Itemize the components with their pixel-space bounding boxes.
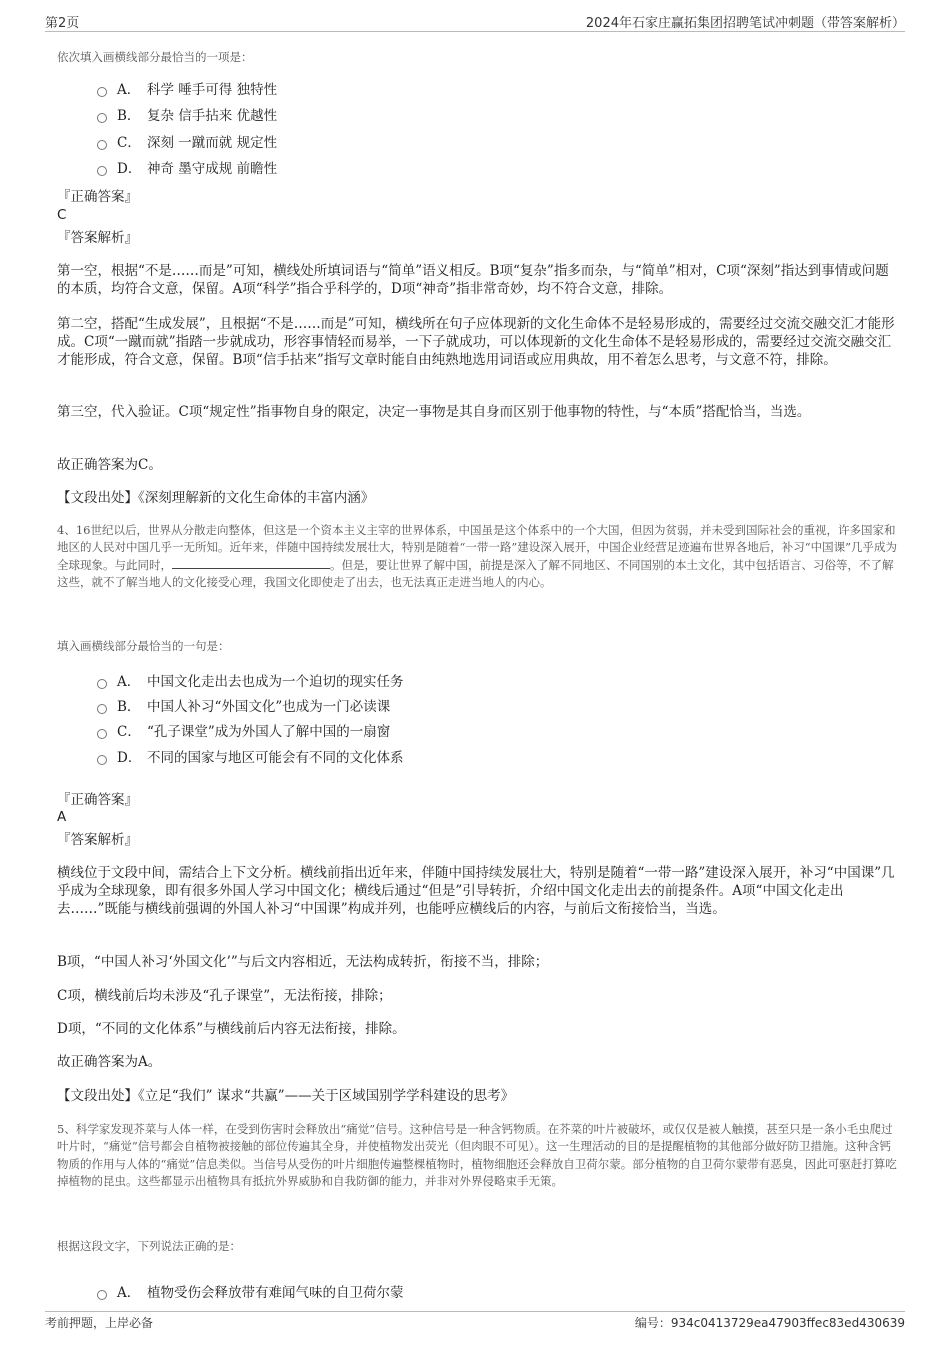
analysis-label: 『答案解析』 [57,230,138,246]
q4-passage: 4、16世纪以后，世界从分散走向整体，但这是一个资本主义主宰的世界体系，中国虽是这个体系中的一个大国，但因为贫弱，并未受到国际社会的重视，许多国家和地区的人民对中国几乎一无所知。近年来，伴随中国持续发展壮大，特别是随着“一带一路”建设深入展开，中国企业经营足迹遍布世界各地后，补习“中国课”几乎成为全球现象。与此同时， 。但是，要让世界了解中国，前提是深入了解不同地区、不同国别的本土文化，其中包括语言、习俗等，不了解这些，就不了解当地人的文化接受心理，我国文化即使走了出去，也无法真正走进当地人的内心。 [57,523,898,589]
radio-icon[interactable] [97,87,107,97]
radio-icon[interactable] [97,679,107,689]
q3-option-b[interactable]: B． 复杂 信手拈来 优越性 [97,106,277,126]
q4-option-d[interactable]: D． 不同的国家与地区可能会有不同的文化体系 [97,748,404,768]
footer-slogan: 考前押题，上岸必备 [45,1316,154,1330]
analysis-label: 『答案解析』 [57,832,138,848]
radio-icon[interactable] [97,755,107,765]
analysis-paragraph: C项，横线前后均未涉及“孔子课堂”，无法衔接，排除； [57,988,392,1004]
document-title: 2024年石家庄赢拓集团招聘笔试冲刺题（带答案解析） [585,16,905,31]
fill-blank [172,557,330,569]
analysis-conclusion: 故正确答案为A。 [57,1054,162,1070]
radio-icon[interactable] [97,140,107,150]
source-citation: 【文段出处】《深刻理解新的文化生命体的丰富内涵》 [57,490,375,506]
radio-icon[interactable] [97,704,107,714]
q3-option-d[interactable]: D． 神奇 墨守成规 前瞻性 [97,159,277,179]
footer-divider [45,1311,905,1312]
q4-option-c[interactable]: C． “孔子课堂”成为外国人了解中国的一扇窗 [97,722,390,742]
analysis-paragraph: D项，“不同的文化体系”与横线前后内容无法衔接，排除。 [57,1021,406,1037]
radio-icon[interactable] [97,113,107,123]
header-divider [45,31,905,32]
analysis-conclusion: 故正确答案为C。 [57,457,162,473]
page-number: 第2页 [45,16,80,31]
q3-prompt: 依次填入画横线部分最恰当的一项是： [57,50,253,64]
radio-icon[interactable] [97,166,107,176]
q5-option-a[interactable]: A． 植物受伤会释放带有难闻气味的自卫荷尔蒙 [97,1283,404,1303]
q3-option-a[interactable]: A． 科学 唾手可得 独特性 [97,80,277,100]
radio-icon[interactable] [97,1290,107,1300]
q4-option-a[interactable]: A． 中国文化走出去也成为一个迫切的现实任务 [97,672,404,692]
document-id: 编号：934c0413729ea47903ffec83ed430639 [634,1316,905,1330]
source-citation: 【文段出处】《立足“我们” 谋求“共赢”——关于区域国别学学科建设的思考》 [57,1088,515,1104]
q4-prompt: 填入画横线部分最恰当的一句是： [57,639,230,653]
answer-label: 『正确答案』 [57,792,138,808]
answer-label: 『正确答案』 [57,189,138,205]
analysis-paragraph: 第二空，搭配“生成发展”，且根据“不是……而是”可知，横线所在句子应体现新的文化生命体不是轻易形成的，需要经过交流交融交汇才能形成。C项“一蹴而就”指踏一步就成功，形容事情轻而易举，一下子就成功，可以体现新的文化生命体不是轻易形成的，需要经过交流交融交汇才能形成，符合文意，保留。B项“信手拈来”指写文章时能自由纯熟地选用词语或应用典故，用不着怎么思考，与文意不符，排除。 [57,316,895,368]
answer-value: A [57,809,67,825]
q4-option-b[interactable]: B． 中国人补习“外国文化”也成为一门必读课 [97,697,390,717]
analysis-paragraph: 第一空，根据“不是……而是”可知，横线处所填词语与“简单”语义相反。B项“复杂”指多而杂，与“简单”相对，C项“深刻”指达到事情或问题的本质，均符合文意，保留。A项“科学”指合乎科学的，D项“神奇”指非常奇妙，均不符合文意，排除。 [57,263,889,297]
radio-icon[interactable] [97,729,107,739]
q5-passage: 5、科学家发现芥菜与人体一样，在受到伤害时会释放出“痛觉”信号。这种信号是一种含钙物质。在芥菜的叶片被破坏，或仅仅是被人触摸，甚至只是一条小毛虫爬过叶片时，“痛觉”信号都会自植物被接触的部位传遍其全身，并使植物发出荧光（但肉眼不可见）。这一生理活动的目的是提醒植物的其他部分做好防卫措施。这种含钙物质的作用与人体的“痛觉”信息类似。当信号从受伤的叶片细胞传遍整棵植物时，植物细胞还会释放自卫荷尔蒙。部分植物的自卫荷尔蒙带有恶臭，因此可驱赶打算吃掉植物的昆虫。这些都显示出植物具有抵抗外界威胁和自我防御的能力，并非对外界侵略束手无策。 [57,1122,897,1188]
q3-option-c[interactable]: C． 深刻 一蹴而就 规定性 [97,133,277,153]
answer-value: C [57,207,67,223]
q5-prompt: 根据这段文字，下列说法正确的是： [57,1239,241,1253]
analysis-paragraph: 横线位于文段中间，需结合上下文分析。横线前指出近年来，伴随中国持续发展壮大，特别是随着“一带一路”建设深入展开，补习“中国课”几乎成为全球现象，即有很多外国人学习中国文化；横线后通过“但是”引导转折，介绍中国文化走出去的前提条件。A项“中国文化走出去……”既能与横线前强调的外国人补习“中国课”构成并列，也能呼应横线后的内容，与前后文衔接恰当，当选。 [57,865,895,917]
analysis-paragraph: 第三空，代入验证。C项“规定性”指事物自身的限定，决定一事物是其自身而区别于他事物的特性，与“本质”搭配恰当，当选。 [57,404,811,420]
analysis-paragraph: B项，“中国人补习‘外国文化’”与后文内容相近，无法构成转折，衔接不当，排除； [57,954,549,970]
